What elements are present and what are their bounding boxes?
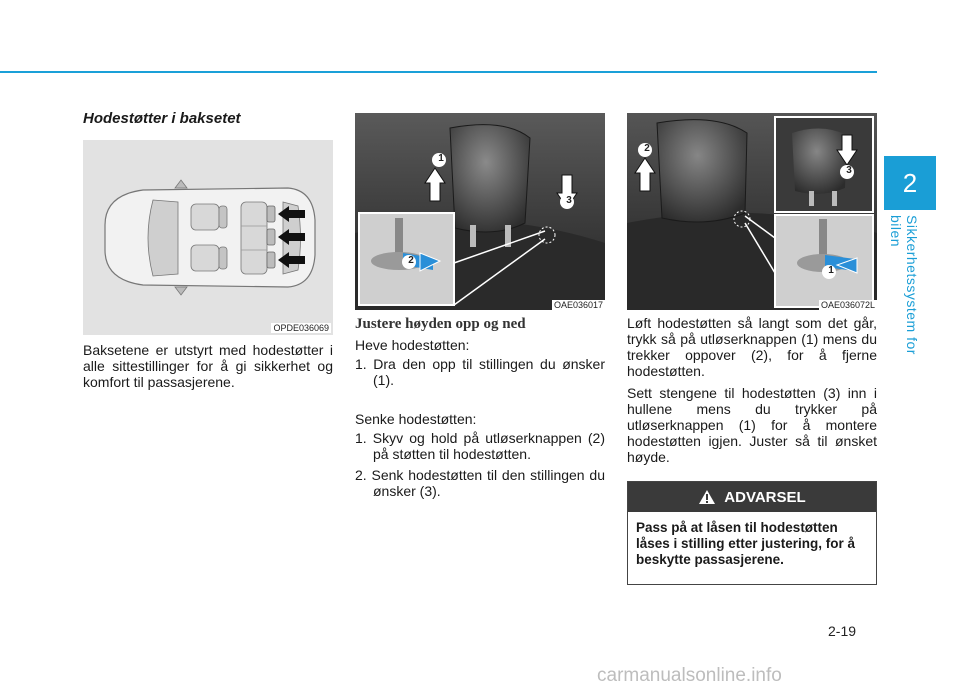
install-paragraph: Sett stengene til hodestøtten (3) inn i hullene mens du trykker på utløserknappen (1) for å montere hodestøtten igjen. Juster så til ønsket høyde.: [627, 385, 877, 465]
lower-step-1: 1. Skyv og hold på utløserknappen (2) på støtten til hodestøtten.: [355, 430, 605, 462]
raise-step-1: 1. Dra den opp til stillingen du ønsker (1).: [355, 356, 605, 388]
raise-intro: Heve hodestøtten:: [355, 337, 470, 353]
chapter-number-tab: 2: [884, 156, 936, 210]
callout-2: 2: [644, 143, 650, 154]
top-rule: [0, 71, 877, 73]
headrest-remove-photo: [627, 113, 877, 310]
lower-step-2: 2. Senk hodestøtten til den stillingen du ønsker (3).: [355, 467, 605, 499]
callout-1: 1: [438, 153, 444, 164]
remove-paragraph: Løft hodestøtten så langt som det går, trykk så på utløserknappen (1) mens du trekker oppover (2), for å fjerne hodestøtten.: [627, 315, 877, 379]
figure-code: OAE036017: [553, 300, 603, 310]
warning-title: ADVARSEL: [724, 488, 806, 506]
intro-paragraph: Baksetene er utstyrt med hodestøtter i alle sittestillinger for å gi sikkerhet og komfort til passasjerene.: [83, 342, 333, 390]
headrest-photo-illustration: [355, 113, 605, 310]
warning-box: [627, 481, 877, 585]
figure-code: OPDE036069: [273, 323, 329, 333]
callout-3: 3: [566, 195, 572, 206]
headrest-remove-illustration: [627, 113, 877, 310]
car-seating-diagram: [83, 140, 333, 335]
callout-3: 3: [846, 165, 852, 176]
callout-2: 2: [408, 255, 414, 266]
warning-triangle-icon: [698, 489, 716, 505]
warning-text: Pass på at låsen til hodestøtten låses i stilling etter justering, for å beskytte passasjerene.: [636, 520, 856, 567]
callout-1: 1: [828, 265, 834, 276]
figure-code: OAE036072L: [820, 300, 875, 310]
adjust-subheading: Justere høyden opp og ned: [355, 316, 526, 332]
headrest-adjust-photo: [355, 113, 605, 310]
page-number: 2-19: [828, 623, 857, 639]
watermark: carmanualsonline.info: [597, 665, 782, 686]
warning-header: [628, 482, 876, 512]
lower-intro: Senke hodestøtten:: [355, 411, 477, 427]
arrow-left-icon: [278, 206, 305, 268]
chapter-title: Sikkerhetssystem for bilen: [888, 215, 920, 355]
section-heading: Hodestøtter i baksetet: [83, 110, 241, 127]
car-topview-illustration: [83, 140, 333, 335]
